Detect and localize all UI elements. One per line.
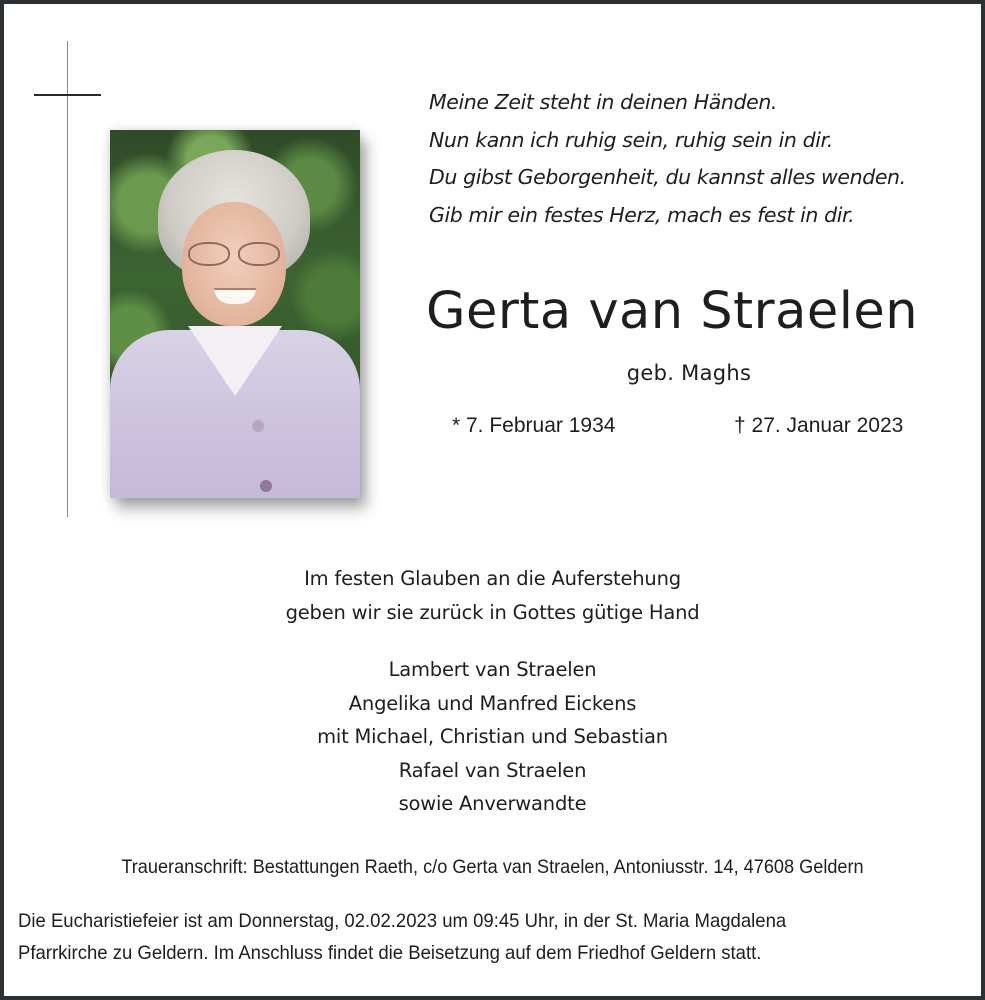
cross-icon-vertical bbox=[67, 41, 68, 517]
service-line: Die Eucharistiefeier ist am Donnerstag, 02.02.2023 um 09:45 Uhr, in der St. Maria Magdalena bbox=[18, 910, 787, 932]
photo-blouse-button bbox=[260, 480, 272, 492]
service-line: Pfarrkirche zu Geldern. Im Anschluss findet die Beisetzung auf dem Friedhof Geldern statt. bbox=[18, 942, 762, 964]
mourner-line: Angelika und Manfred Eickens bbox=[348, 691, 637, 715]
mourner-line: Lambert van Straelen bbox=[388, 658, 597, 681]
photo-glasses bbox=[188, 242, 280, 264]
cross-icon-horizontal bbox=[34, 94, 101, 96]
portrait-photo bbox=[110, 130, 360, 498]
photo-blouse-button bbox=[252, 420, 264, 432]
death-date: † 27. Januar 2023 bbox=[734, 414, 904, 437]
mourning-address: Traueranschrift: Bestattungen Raeth, c/o Gerta van Straelen, Antoniusstr. 14, 47608 Geldern bbox=[121, 856, 864, 878]
service-info bbox=[18, 905, 921, 969]
obituary-notice bbox=[4, 4, 981, 996]
verse-line: Du gibst Geborgenheit, du kannst alles wenden. bbox=[429, 165, 906, 189]
verse-line: Nun kann ich ruhig sein, ruhig sein in dir. bbox=[429, 127, 833, 152]
verse-line: Gib mir ein festes Herz, mach es fest in dir. bbox=[429, 202, 855, 227]
faith-statement bbox=[4, 562, 981, 630]
maiden-name: geb. Maghs bbox=[626, 361, 752, 385]
faith-line: geben wir sie zurück in Gottes gütige Hand bbox=[285, 601, 700, 624]
mourner-line: mit Michael, Christian und Sebastian bbox=[317, 725, 668, 748]
deceased-name: Gerta van Straelen bbox=[426, 282, 919, 341]
verse-line: Meine Zeit steht in deinen Händen. bbox=[429, 90, 778, 114]
faith-line: Im festen Glauben an die Auferstehung bbox=[304, 567, 681, 590]
verse bbox=[429, 84, 949, 234]
mourner-line: Rafael van Straelen bbox=[398, 758, 587, 782]
birth-date: * 7. Februar 1934 bbox=[452, 414, 616, 437]
mourner-line: sowie Anverwandte bbox=[398, 792, 587, 815]
mourners-list bbox=[4, 653, 981, 821]
